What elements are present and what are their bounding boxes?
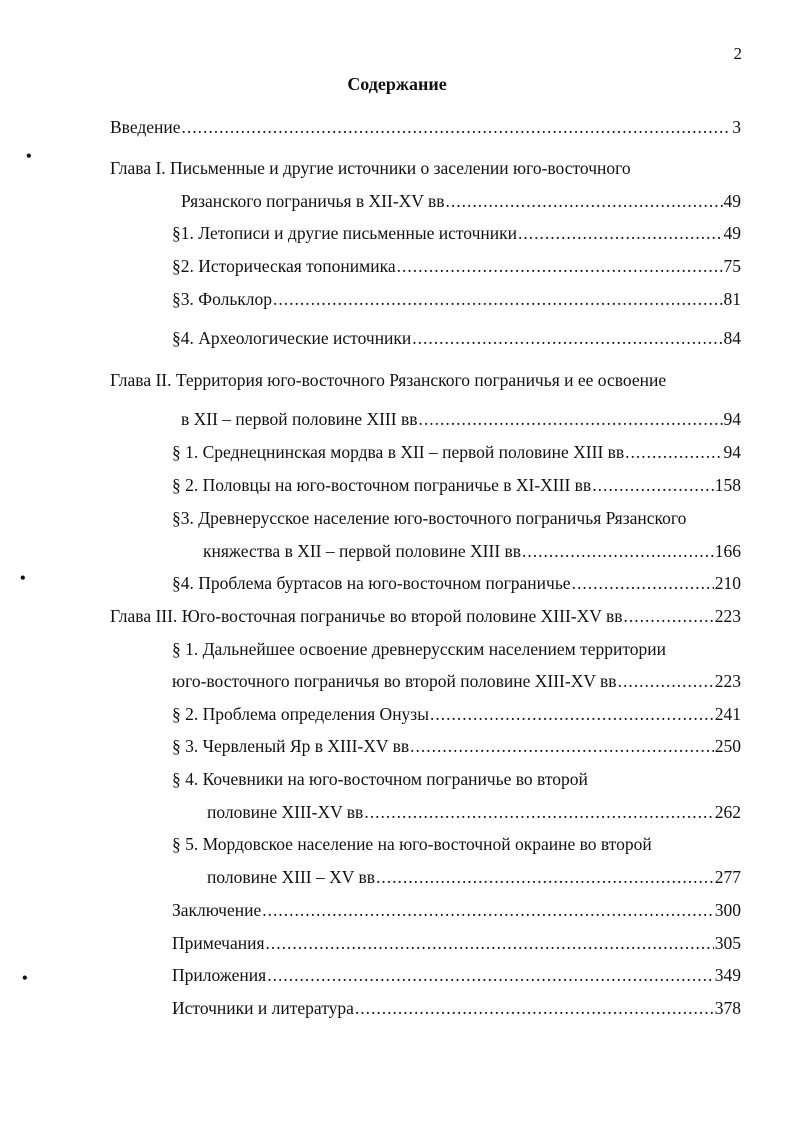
toc-entry-page: 277 — [714, 867, 741, 887]
toc-entry-page: 262 — [714, 802, 741, 822]
toc-leader — [623, 603, 713, 629]
toc-leader — [446, 188, 723, 214]
toc-entry[interactable] — [172, 505, 686, 531]
page-title: Содержание — [347, 74, 447, 94]
scan-speck-icon: • — [22, 970, 28, 987]
toc-entry[interactable] — [207, 864, 741, 890]
toc-entry-page: 250 — [714, 736, 741, 756]
toc-leader — [572, 570, 714, 596]
toc-entry[interactable] — [172, 253, 741, 279]
toc-entry-text: §2. Историческая топонимика — [172, 256, 396, 276]
toc-entry-page: 349 — [714, 965, 741, 985]
toc-entry-text: Глава I. Письменные и другие источники о заселении юго-восточного — [110, 158, 631, 178]
toc-entry-text: § 2. Половцы на юго-восточном пограничье в XI-XIII вв — [172, 475, 592, 495]
toc-entry[interactable] — [110, 114, 741, 140]
toc-entry[interactable] — [172, 831, 652, 857]
toc-entry[interactable] — [172, 286, 741, 312]
toc-entry[interactable] — [110, 603, 741, 629]
toc-entry[interactable] — [172, 220, 741, 246]
toc-entry-page: 81 — [723, 289, 741, 309]
toc-entry-page: 94 — [723, 409, 741, 429]
toc-leader — [522, 538, 714, 564]
toc-entry-text: § 1. Среднецнинская мордва в XII – первой половине XIII вв — [172, 442, 625, 462]
toc-leader — [518, 220, 723, 246]
toc-entry-text: §3. Фольклор — [172, 289, 273, 309]
toc-entry-page: 49 — [723, 191, 741, 211]
toc-entry-text: § 5. Мордовское население на юго-восточной окраине во второй — [172, 834, 652, 854]
toc-leader — [412, 325, 722, 351]
toc-entry-text: §3. Древнерусское население юго-восточного пограничья Рязанского — [172, 508, 687, 528]
toc-entry-page: 210 — [714, 573, 741, 593]
toc-entry-text: Рязанского пограничья в XII-XV вв — [181, 191, 445, 211]
toc-entry-text: Заключение — [172, 900, 262, 920]
toc-leader — [273, 286, 722, 312]
toc-entry[interactable] — [181, 406, 741, 432]
toc-entry-text: половине XIII-XV вв — [207, 802, 364, 822]
toc-leader — [376, 864, 714, 890]
toc-entry[interactable] — [172, 439, 741, 465]
toc-entry[interactable] — [203, 538, 741, 564]
toc-leader — [266, 930, 714, 956]
toc-entry-text: Введение — [110, 117, 181, 137]
toc-leader — [418, 406, 722, 432]
toc-entry[interactable] — [172, 962, 741, 988]
toc-leader — [430, 701, 714, 727]
toc-entry-page: 3 — [732, 117, 741, 137]
toc-entry[interactable] — [207, 799, 741, 825]
toc-entry-text: § 4. Кочевники на юго-восточном пограничье во второй — [172, 769, 588, 789]
toc-entry[interactable] — [172, 570, 741, 596]
toc-entry[interactable] — [110, 155, 631, 181]
toc-entry-text: в XII – первой половине XIII вв — [181, 409, 418, 429]
toc-entry-page: 305 — [714, 933, 741, 953]
toc-entry-text: Глава II. Территория юго-восточного Рязанского пограничья и ее освоение — [110, 370, 667, 390]
toc-entry-page: 378 — [714, 998, 741, 1018]
toc-leader — [410, 733, 714, 759]
toc-entry[interactable] — [172, 668, 741, 694]
toc-entry-page: 84 — [723, 328, 741, 348]
toc-entry-page: 49 — [723, 223, 741, 243]
toc-entry[interactable] — [110, 367, 666, 393]
toc-entry-text: §4. Археологические источники — [172, 328, 412, 348]
toc-entry-page: 241 — [714, 704, 741, 724]
toc-entry[interactable] — [172, 766, 588, 792]
toc-entry-text: §4. Проблема буртасов на юго-восточном пограничье — [172, 573, 571, 593]
toc-entry[interactable] — [172, 733, 741, 759]
toc-entry-text: Источники и литература — [172, 998, 354, 1018]
toc-entry-page: 223 — [714, 671, 741, 691]
toc-entry[interactable] — [172, 472, 741, 498]
toc-entry-text: §1. Летописи и другие письменные источники — [172, 223, 517, 243]
toc-entry-text: § 1. Дальнейшее освоение древнерусским населением территории — [172, 639, 666, 659]
toc-entry-text: Приложения — [172, 965, 267, 985]
toc-entry[interactable] — [172, 930, 741, 956]
page-number: 2 — [733, 44, 742, 63]
toc-leader — [182, 114, 732, 140]
toc-entry-page: 94 — [723, 442, 741, 462]
toc-leader — [262, 897, 714, 923]
toc-entry[interactable] — [172, 897, 741, 923]
toc-entry-text: княжества в XII – первой половине XIII вв — [203, 541, 522, 561]
toc-leader — [397, 253, 723, 279]
toc-entry[interactable] — [172, 995, 741, 1021]
toc-entry-text: юго-восточного пограничья во второй половине XIII-XV вв — [172, 671, 617, 691]
toc-entry-page: 300 — [714, 900, 741, 920]
toc-entry-text: Глава III. Юго-восточная пограничье во второй половине XIII-XV вв — [110, 606, 623, 626]
toc-leader — [618, 668, 714, 694]
toc-entry-text: § 3. Червленый Яр в XIII-XV вв — [172, 736, 410, 756]
toc-entry[interactable] — [172, 636, 666, 662]
toc-leader — [355, 995, 714, 1021]
toc-entry-page: 223 — [714, 606, 741, 626]
toc-leader — [364, 799, 713, 825]
toc-entry[interactable] — [172, 325, 741, 351]
toc-entry-text: § 2. Проблема определения Онузы — [172, 704, 429, 724]
toc-entry-text: Примечания — [172, 933, 265, 953]
toc-entry[interactable] — [172, 701, 741, 727]
toc-entry-page: 75 — [723, 256, 741, 276]
toc-leader — [267, 962, 714, 988]
toc-leader — [592, 472, 714, 498]
scan-speck-icon: • — [26, 148, 32, 165]
toc-entry-page: 158 — [714, 475, 741, 495]
toc-entry-text: половине XIII – XV вв — [207, 867, 375, 887]
toc-leader — [625, 439, 722, 465]
toc-entry[interactable] — [181, 188, 741, 214]
toc-entry-page: 166 — [714, 541, 741, 561]
scan-speck-icon: • — [20, 570, 26, 587]
